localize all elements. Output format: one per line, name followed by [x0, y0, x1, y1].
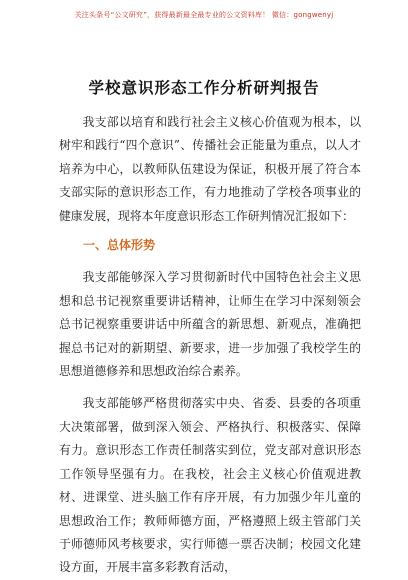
page-title: 学校意识形态工作分析研判报告 — [88, 78, 320, 97]
section-heading: 一、总体形势 — [83, 238, 156, 253]
header-banner: 关注头条号“公文研究”，获得最新最全最专业的公文资料库！ 微信：gongwenyj — [74, 11, 334, 19]
intro-paragraph: 我支部以培育和践行社会主义核心价值观为根本，以树牢和践行“四个意识”、传播社会正能量为重点，以人才培养为中心，以教师队伍建设为保证，积极开展了符合本支部实际的意识形态工作，有力地推动了学校各项事业的健康发展，现将本年度意识形态工作研判情况汇报如下： — [59, 115, 361, 223]
document-body — [59, 111, 361, 580]
body-paragraph-1: 我支部能够深入学习贯彻新时代中国特色社会主义思想和总书记视察重要讲话精神，让师生在学习中深刻领会总书记视察重要讲话中所蕴含的新思想、新观点，准确把握总书记对的新期望、新要求，进一步加强了我校学生的思想道德修养和思想政治综合素养。 — [59, 270, 361, 379]
body-paragraph-2: 我支部能够严格贯彻落实中央、省委、县委的各项重大决策部署，做到深入领会、严格执行、积极落实、保障有力。意识形态工作责任制落实到位，党支部对意识形态工作领导坚强有力。在我校，社会主义核心价值观进教材、进课堂、进头脑工作有序开展，有力加强少年儿童的思想政治工作；教师师德方面，严格遵照上级主管部门关于师德师风考核要求，实行师德一票否决制；校园文化建设方面，开展丰富多彩教育活动， — [59, 396, 361, 575]
